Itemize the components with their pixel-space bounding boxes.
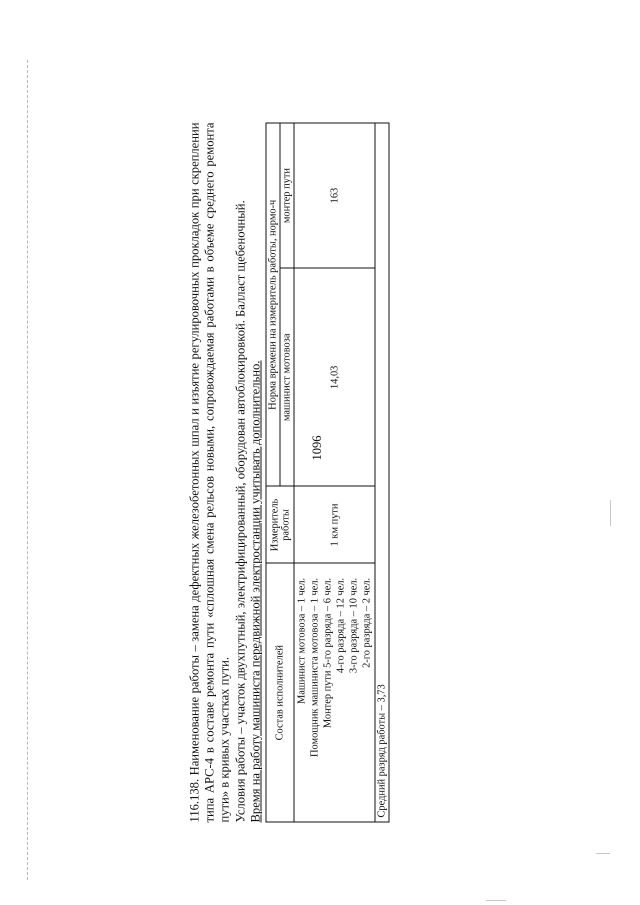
header-staff: Состав исполнителей [266, 563, 294, 822]
header-norm: Норма времени на измеритель работы, нормо-ч [266, 123, 280, 487]
staff-list-cell [294, 563, 375, 822]
norm-track-fitter-value: 163 [294, 123, 375, 268]
header-norm-driver: машинист мотовоза [280, 268, 294, 486]
scan-mark [486, 900, 506, 901]
header-norm-track-fitter: монтер пути [280, 123, 294, 268]
unit-value: 1 км пути [294, 487, 375, 564]
staff-item: Помощник машиниста мотовоза – 1 чел. [309, 577, 321, 757]
work-conditions: Условия работы – участок двухпутный, электрифицированный, оборудован автоблокировкой. Балласт щебеночный. [233, 200, 248, 823]
rotated-document-body [188, 123, 443, 823]
staff-item: 4-го разряда – 12 чел. [335, 577, 347, 674]
staff-item: Монтер пути 5-го разряда – 6 чел. [322, 577, 334, 729]
staff-item: 3-го разряда – 10 чел. [348, 577, 360, 674]
work-note: Время на работу машиниста передвижной электростанции учитывать дополнительно. [248, 360, 263, 823]
scan-mark [610, 500, 611, 526]
table-row-average [375, 123, 389, 822]
time-norms-table [266, 123, 390, 823]
page-number: 1096 [310, 435, 324, 461]
table-header-row [266, 123, 280, 822]
work-title-paragraph: 116.138. Наименование работы – замена дефектных железобетонных шпал и изъятие регулировочных прокладок при скреплении типа АРС-4 в составе ремонта пути «сплошная смена рельсов новыми, сопровождаемая работами в объеме среднего ремонта пути» в кривых участках пути. [187, 122, 232, 823]
header-unit: Измеритель работы [266, 487, 294, 564]
table-row [294, 123, 375, 822]
staff-item: 2-го разряда – 2 чел. [361, 577, 373, 668]
scan-edge-line [27, 60, 28, 880]
staff-item: Машинист мотовоза – 1 чел. [296, 577, 308, 704]
average-grade: Средний разряд работы – 3,73 [375, 123, 389, 822]
scan-mark [596, 853, 610, 854]
norm-driver-value: 14,03 [294, 268, 375, 486]
